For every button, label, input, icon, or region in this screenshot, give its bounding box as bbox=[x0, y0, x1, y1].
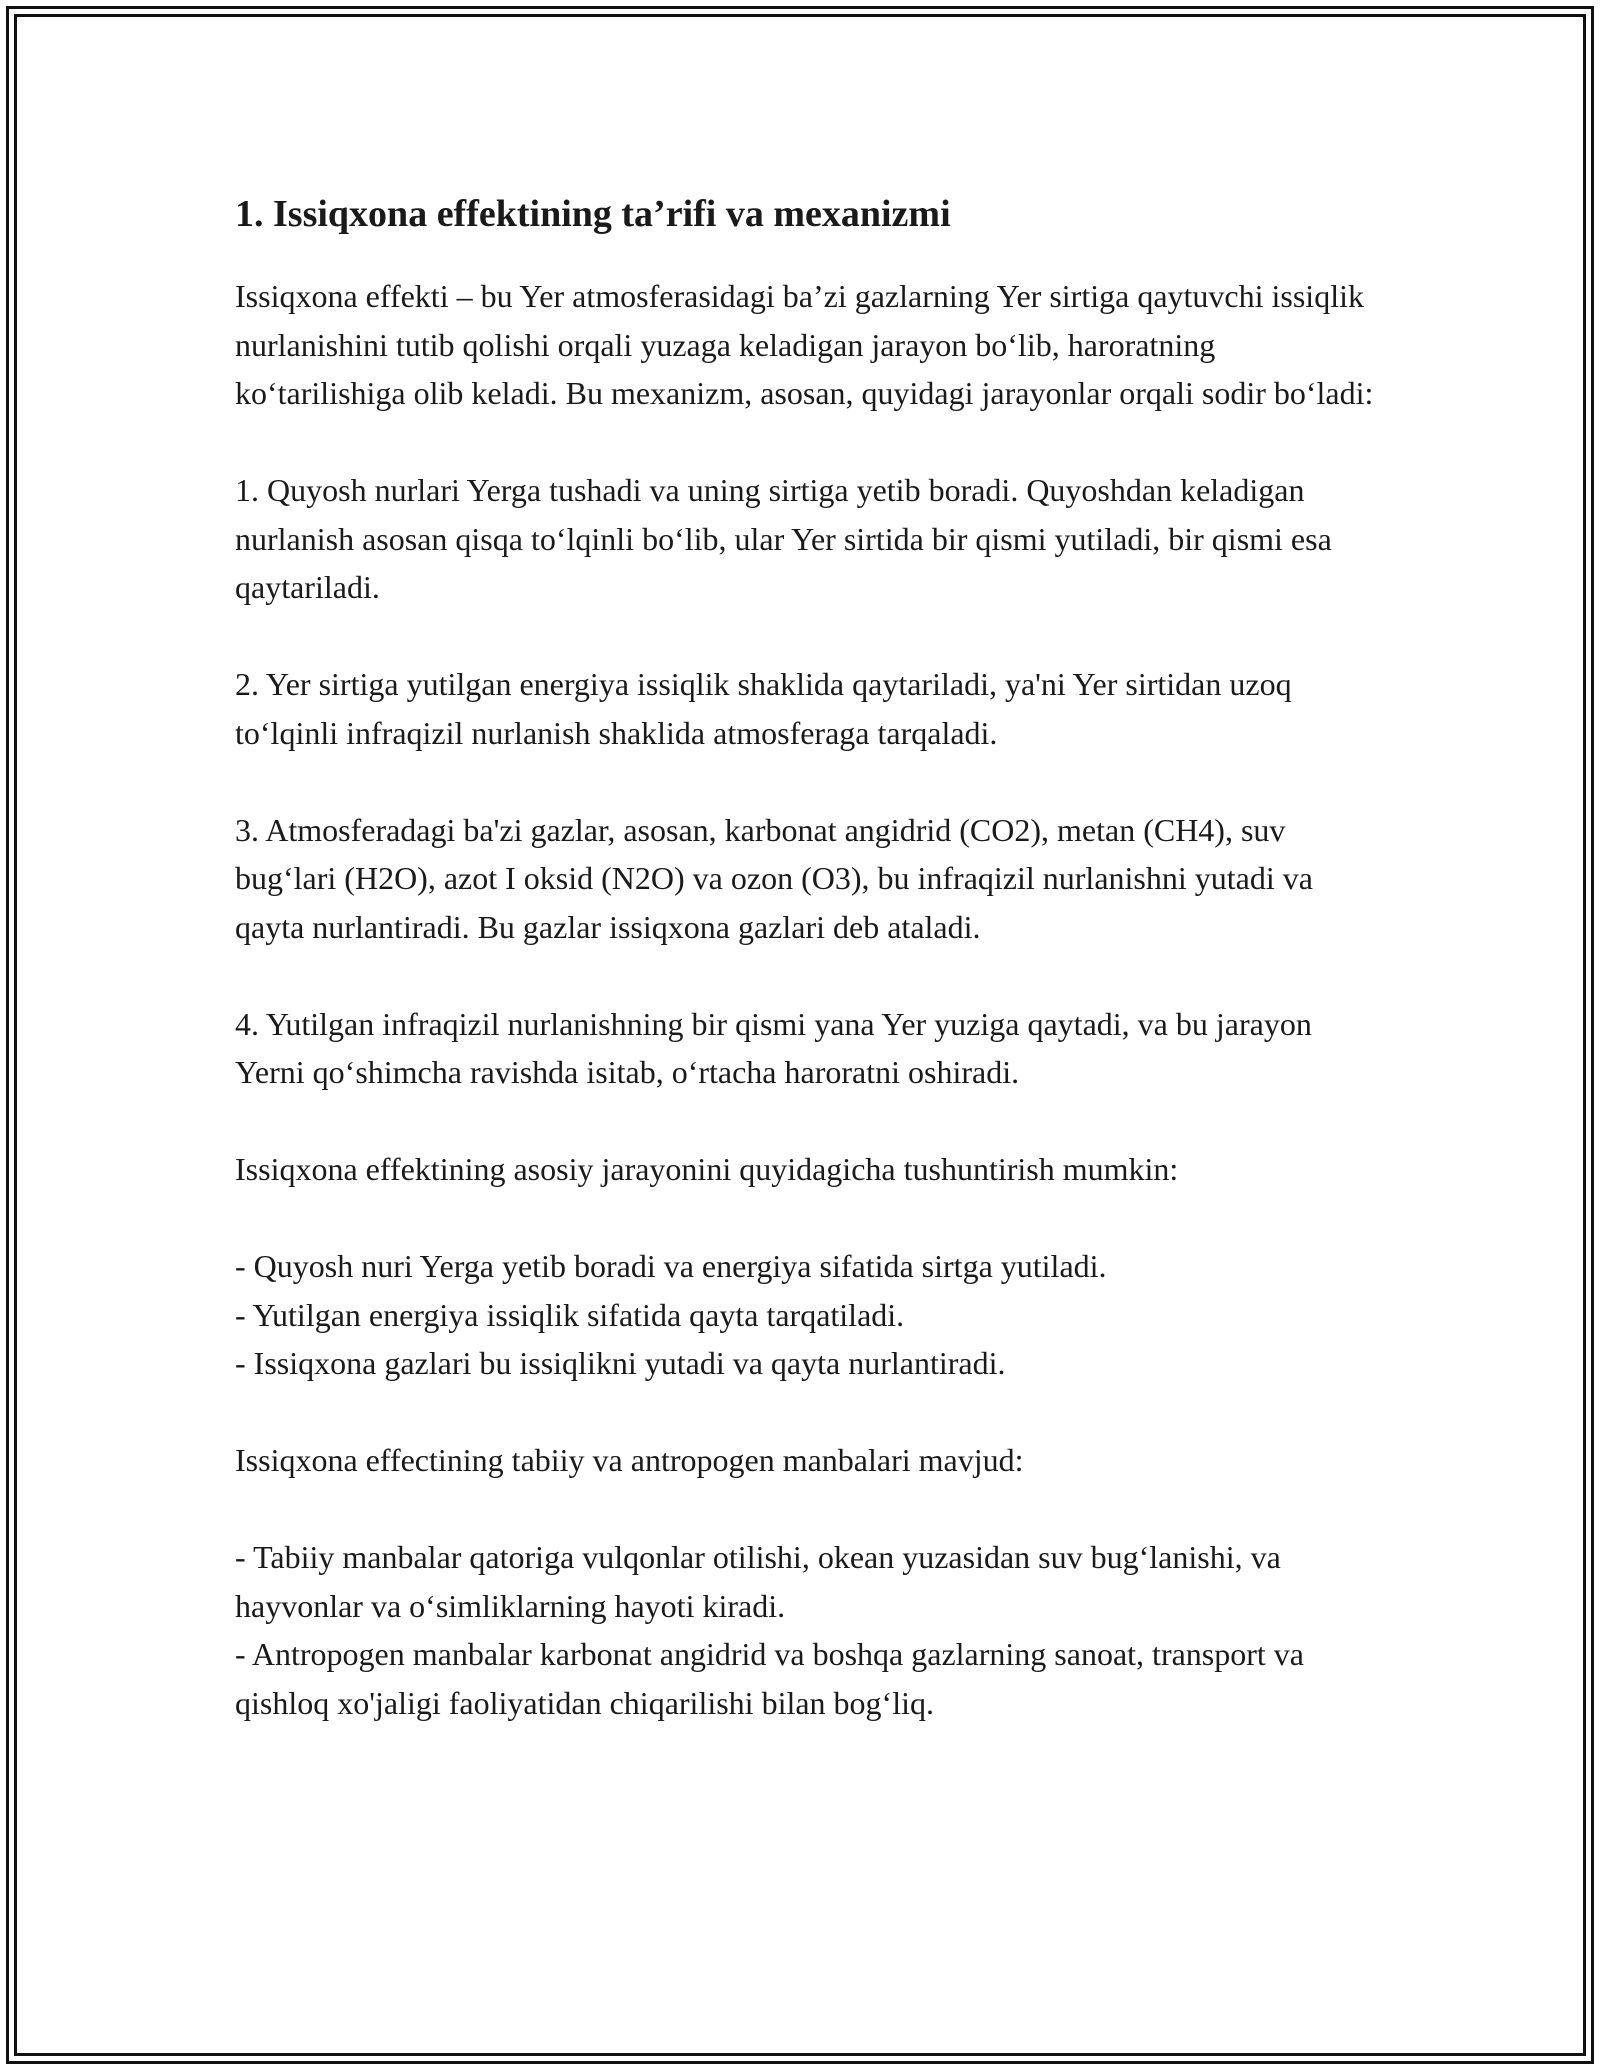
sources-list-item: - Tabiiy manbalar qatoriga vulqonlar otilishi, okean yuzasidan suv bug‘lanishi, va hayvonlar va o‘simliklarning hayoti kiradi. bbox=[235, 1539, 1281, 1624]
step-paragraph-2: 2. Yer sirtiga yutilgan energiya issiqlik shaklida qaytariladi, ya'ni Yer sirtidan uzoq to‘lqinli infraqizil nurlanish shaklida atmosferaga tarqaladi. bbox=[235, 666, 1292, 751]
step-paragraph-3: 3. Atmosferadagi ba'zi gazlar, asosan, karbonat angidrid (CO2), metan (CH4), suv bug‘lari (H2O), azot I oksid (N2O) va ozon (O3), bu infraqizil nurlanishni yutadi va qayta nurlantiradi. Bu gazlar issiqxona gazlari deb ataladi. bbox=[235, 811, 1313, 945]
sources-list bbox=[235, 1533, 1380, 1727]
summary-list-item: - Yutilgan energiya issiqlik sifatida qayta tarqatiladi. bbox=[235, 1296, 905, 1333]
sources-list-item: - Antropogen manbalar karbonat angidrid va boshqa gazlarning sanoat, transport va qishloq xo'jaligi faoliyatidan chiqarilishi bilan bog‘liq. bbox=[235, 1636, 1304, 1721]
document-page bbox=[235, 188, 1380, 1776]
section-title: 1. Issiqxona effektining ta’rifi va mexanizmi bbox=[235, 193, 951, 235]
step-paragraph-4: 4. Yutilgan infraqizil nurlanishning bir qismi yana Yer yuziga qaytadi, va bu jarayon Yerni qo‘shimcha ravishda isitab, o‘rtacha haroratni oshiradi. bbox=[235, 1005, 1312, 1090]
summary-list bbox=[235, 1242, 1380, 1388]
summary-list-item: - Quyosh nuri Yerga yetib boradi va energiya sifatida sirtga yutiladi. bbox=[235, 1248, 1107, 1284]
summary-intro: Issiqxona effektining asosiy jarayonini quyidagicha tushuntirish mumkin: bbox=[235, 1151, 1179, 1187]
sources-intro: Issiqxona effectining tabiiy va antropogen manbalari mavjud: bbox=[235, 1442, 1024, 1478]
summary-list-item: - Issiqxona gazlari bu issiqlikni yutadi va qayta nurlantiradi. bbox=[235, 1345, 1006, 1381]
intro-paragraph: Issiqxona effekti – bu Yer atmosferasidagi ba’zi gazlarning Yer sirtiga qaytuvchi issiqlik nurlanishini tutib qolishi orqali yuzaga keladigan jarayon bo‘lib, haroratning ko‘tarilishiga olib keladi. Bu mexanizm, asosan, quyidagi jarayonlar orqali sodir bo‘ladi: bbox=[235, 278, 1374, 411]
step-paragraph-1: 1. Quyosh nurlari Yerga tushadi va uning sirtiga yetib boradi. Quyoshdan keladigan nurlanish asosan qisqa to‘lqinli bo‘lib, ular Yer sirtida bir qismi yutiladi, bir qismi esa qaytariladi. bbox=[235, 472, 1332, 605]
